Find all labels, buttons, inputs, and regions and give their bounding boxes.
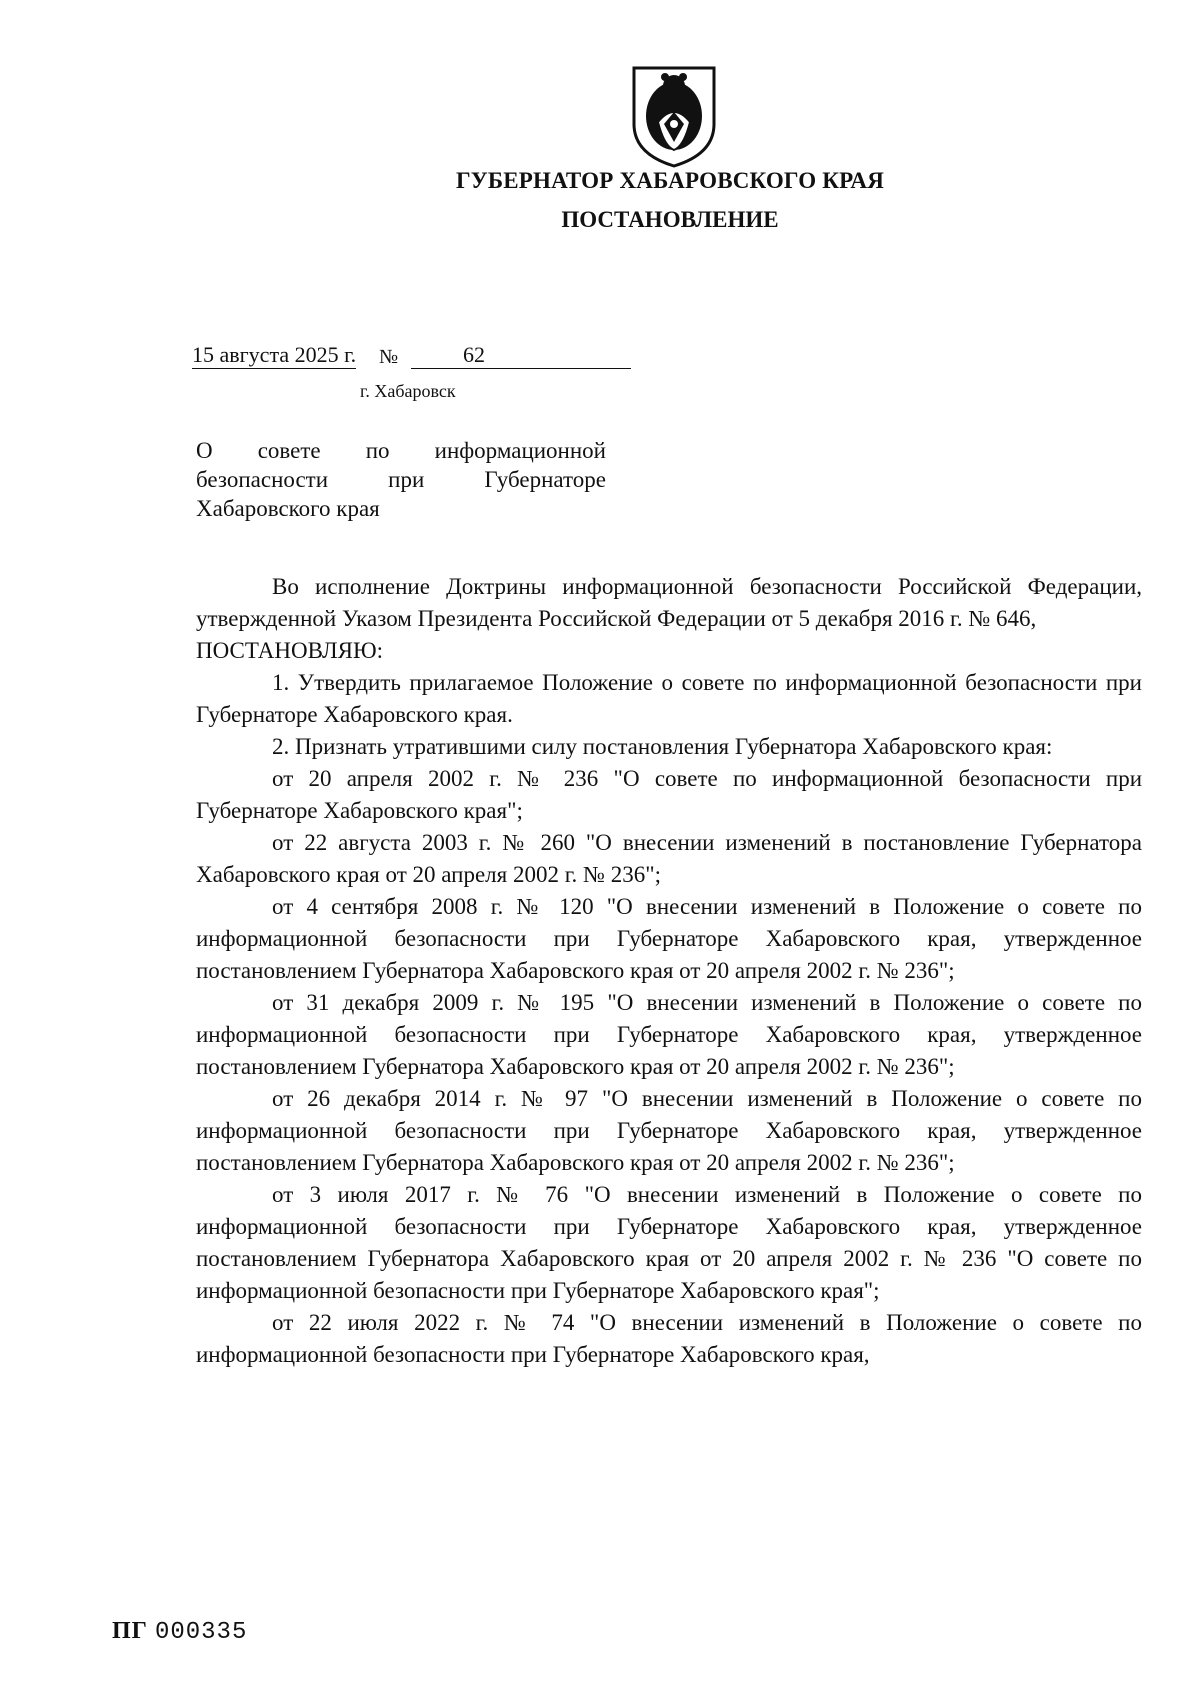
document-body bbox=[196, 571, 1142, 1371]
repealed-item: от 22 августа 2003 г. № 260 "О внесении изменений в постановление Губернатора Хабаровского края от 20 апреля 2002 г. № 236"; bbox=[196, 830, 1142, 887]
requisites-line bbox=[192, 342, 632, 372]
resolve-paragraph: ПОСТАНОВЛЯЮ: bbox=[196, 638, 384, 663]
form-series: ПГ bbox=[112, 1618, 148, 1644]
form-serial-code bbox=[112, 1618, 247, 1646]
organization-title: ГУБЕРНАТОР ХАБАРОВСКОГО КРАЯ bbox=[455, 168, 885, 193]
repealed-item: от 3 июля 2017 г. № 76 "О внесении изменений в Положение о совете по информационной безопасности при Губернаторе Хабаровского края, утвержденное постановлением Губернатора Хабаровского края от 20 апреля 2002 г. № 236 "О совете по информационной безопасности при Губернаторе Хабаровского края"; bbox=[196, 1182, 1142, 1303]
document-type-title: ПОСТАНОВЛЕНИЕ bbox=[561, 207, 779, 232]
item-2-paragraph: 2. Признать утратившими силу постановления Губернатора Хабаровского края: bbox=[272, 734, 1053, 759]
repealed-item: от 26 декабря 2014 г. № 97 "О внесении изменений в Положение о совете по информационной безопасности при Губернаторе Хабаровского края, утвержденное постановлением Губернатора Хабаровского края от 20 апреля 2002 г. № 236"; bbox=[196, 1086, 1142, 1175]
repealed-item: от 31 декабря 2009 г. № 195 "О внесении изменений в Положение о совете по информационной безопасности при Губернаторе Хабаровского края, утвержденное постановлением Губернатора Хабаровского края от 20 апреля 2002 г. № 236"; bbox=[196, 990, 1142, 1079]
document-date: 15 августа 2025 г. bbox=[192, 342, 357, 367]
repealed-item: от 22 июля 2022 г. № 74 "О внесении изменений в Положение о совете по информационной безопасности при Губернаторе Хабаровского края, bbox=[196, 1310, 1142, 1367]
form-serial-number: 000335 bbox=[154, 1619, 248, 1646]
item-1-paragraph: 1. Утвердить прилагаемое Положение о совете по информационной безопасности при Губернаторе Хабаровского края. bbox=[196, 670, 1142, 727]
document-number: 62 bbox=[411, 342, 631, 369]
repealed-item: от 4 сентября 2008 г. № 120 "О внесении изменений в Положение о совете по информационной безопасности при Губернаторе Хабаровского края, утвержденное постановлением Губернатора Хабаровского края от 20 апреля 2002 г. № 236"; bbox=[196, 894, 1142, 983]
repealed-item: от 20 апреля 2002 г. № 236 "О совете по информационной безопасности при Губернаторе Хабаровского края"; bbox=[196, 766, 1142, 823]
document-subject: О совете по информационной безопасности при Губернаторе Хабаровского края bbox=[196, 438, 606, 521]
number-sign: № bbox=[379, 346, 399, 368]
city: г. Хабаровск bbox=[360, 381, 456, 401]
preamble-paragraph: Во исполнение Доктрины информационной безопасности Российской Федерации, утвержденной Указом Президента Российской Федерации от 5 декабря 2016 г. № 646, bbox=[196, 574, 1142, 631]
coat-of-arms-icon bbox=[628, 62, 720, 170]
